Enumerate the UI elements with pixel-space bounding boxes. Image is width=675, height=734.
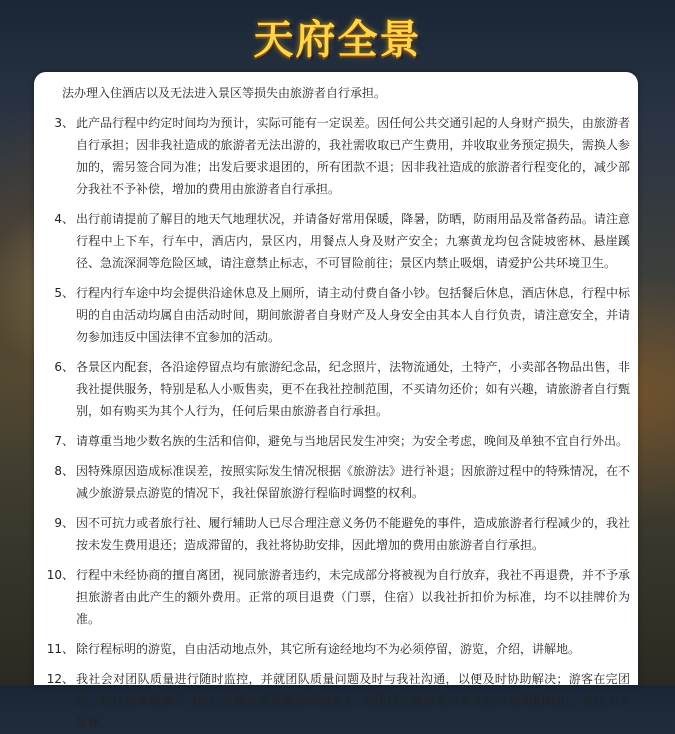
terms-item bbox=[46, 638, 630, 660]
terms-item-number: 9、 bbox=[54, 516, 74, 530]
terms-item-text: 我社会对团队质量进行随时监控，并就团队质量问题及时与我社沟通，以便及时协助解决；游客在完团前，请认真客观填写《旅行社服务质量跟踪调查表》，完团后反馈意见与本人签字意见相悖的，我社不予处理。 bbox=[76, 672, 630, 730]
terms-item bbox=[46, 282, 630, 348]
terms-panel bbox=[34, 72, 638, 730]
terms-item bbox=[46, 668, 630, 734]
terms-item-text: 因不可抗力或者旅行社、履行辅助人已尽合理注意义务仍不能避免的事件，造成旅游者行程减少的，我社按未发生费用退还；造成滞留的，我社将协助安排，因此增加的费用由旅游者自行承担。 bbox=[76, 516, 630, 552]
terms-item-number: 11、 bbox=[46, 642, 74, 656]
terms-item-text: 行程内行车途中均会提供沿途休息及上厕所，请主动付费自备小钞。包括餐后休息，酒店休息，行程中标明的自由活动均属自由活动时间，期间旅游者自身财产及人身安全由其本人自行负责，请注意安全，并请勿参加违反中国法律不宜参加的活动。 bbox=[76, 286, 630, 344]
terms-item bbox=[46, 356, 630, 422]
terms-item-text: 此产品行程中约定时间均为预计，实际可能有一定误差。因任何公共交通引起的人身财产损失，由旅游者自行承担；因非我社造成的旅游者无法出游的，我社需收取已产生费用，并收取业务预定损失，需换人参加的，需另签合同为准；出发后要求退团的，所有团款不退；因非我社造成的旅游者行程变化的，减少部分我社不予补偿，增加的费用由旅游者自行承担。 bbox=[76, 116, 630, 196]
terms-list bbox=[46, 112, 630, 734]
terms-item-text: 因特殊原因造成标准误差，按照实际发生情况根据《旅游法》进行补退；因旅游过程中的特殊情况，在不减少旅游景点游览的情况下，我社保留旅游行程临时调整的权利。 bbox=[76, 464, 630, 500]
terms-item-number: 12、 bbox=[46, 672, 74, 686]
terms-item-number: 8、 bbox=[54, 464, 74, 478]
terms-item-number: 5、 bbox=[54, 286, 74, 300]
terms-item-text: 行程中未经协商的擅自离团，视同旅游者违约，未完成部分将被视为自行放弃，我社不再退费，并不予承担旅游者由此产生的额外费用。正常的项目退费（门票，住宿）以我社折扣价为标准，均不以挂牌价为准。 bbox=[76, 568, 630, 626]
terms-item-number: 7、 bbox=[54, 434, 74, 448]
terms-item-number: 10、 bbox=[46, 568, 74, 582]
terms-item bbox=[46, 208, 630, 274]
terms-item-number: 4、 bbox=[54, 212, 74, 226]
terms-item bbox=[46, 112, 630, 200]
terms-item-text: 除行程标明的游览，自由活动地点外，其它所有途经地均不为必须停留，游览，介绍，讲解地。 bbox=[76, 642, 581, 656]
terms-item-text: 各景区内配套，各沿途停留点均有旅游纪念品，纪念照片，法物流通处，土特产，小卖部各物品出售，非我社提供服务，特别是私人小贩售卖，更不在我社控制范围，不买请勿还价；如有兴趣，请旅游者自行甄别，如有购买为其个人行为，任何后果由旅游者自行承担。 bbox=[76, 360, 630, 418]
brand-logo: 天府全景 bbox=[253, 15, 422, 63]
terms-item-text: 出行前请提前了解目的地天气地理状况，并请备好常用保暖，降暑，防晒，防雨用品及常备药品。请注意行程中上下车，行车中，酒店内，景区内，用餐点人身及财产安全；九寨黄龙均包含陡坡密林、悬崖蹊径、急流深洞等危险区域，请注意禁止标志，不可冒险前往；景区内禁止吸烟，请爱护公共环境卫生。 bbox=[76, 212, 630, 270]
terms-item bbox=[46, 430, 630, 452]
terms-item-number: 6、 bbox=[54, 360, 74, 374]
intro-line: 法办理入住酒店以及无法进入景区等损失由旅游者自行承担。 bbox=[62, 86, 387, 100]
terms-content bbox=[34, 72, 638, 734]
terms-item bbox=[46, 564, 630, 630]
terms-item-number: 3、 bbox=[54, 116, 74, 130]
terms-item-text: 请尊重当地少数名族的生活和信仰，避免与当地居民发生冲突；为安全考虑，晚间及单独不宜自行外出。 bbox=[76, 434, 629, 448]
terms-item bbox=[46, 512, 630, 556]
terms-item bbox=[46, 460, 630, 504]
header-banner bbox=[0, 0, 675, 72]
